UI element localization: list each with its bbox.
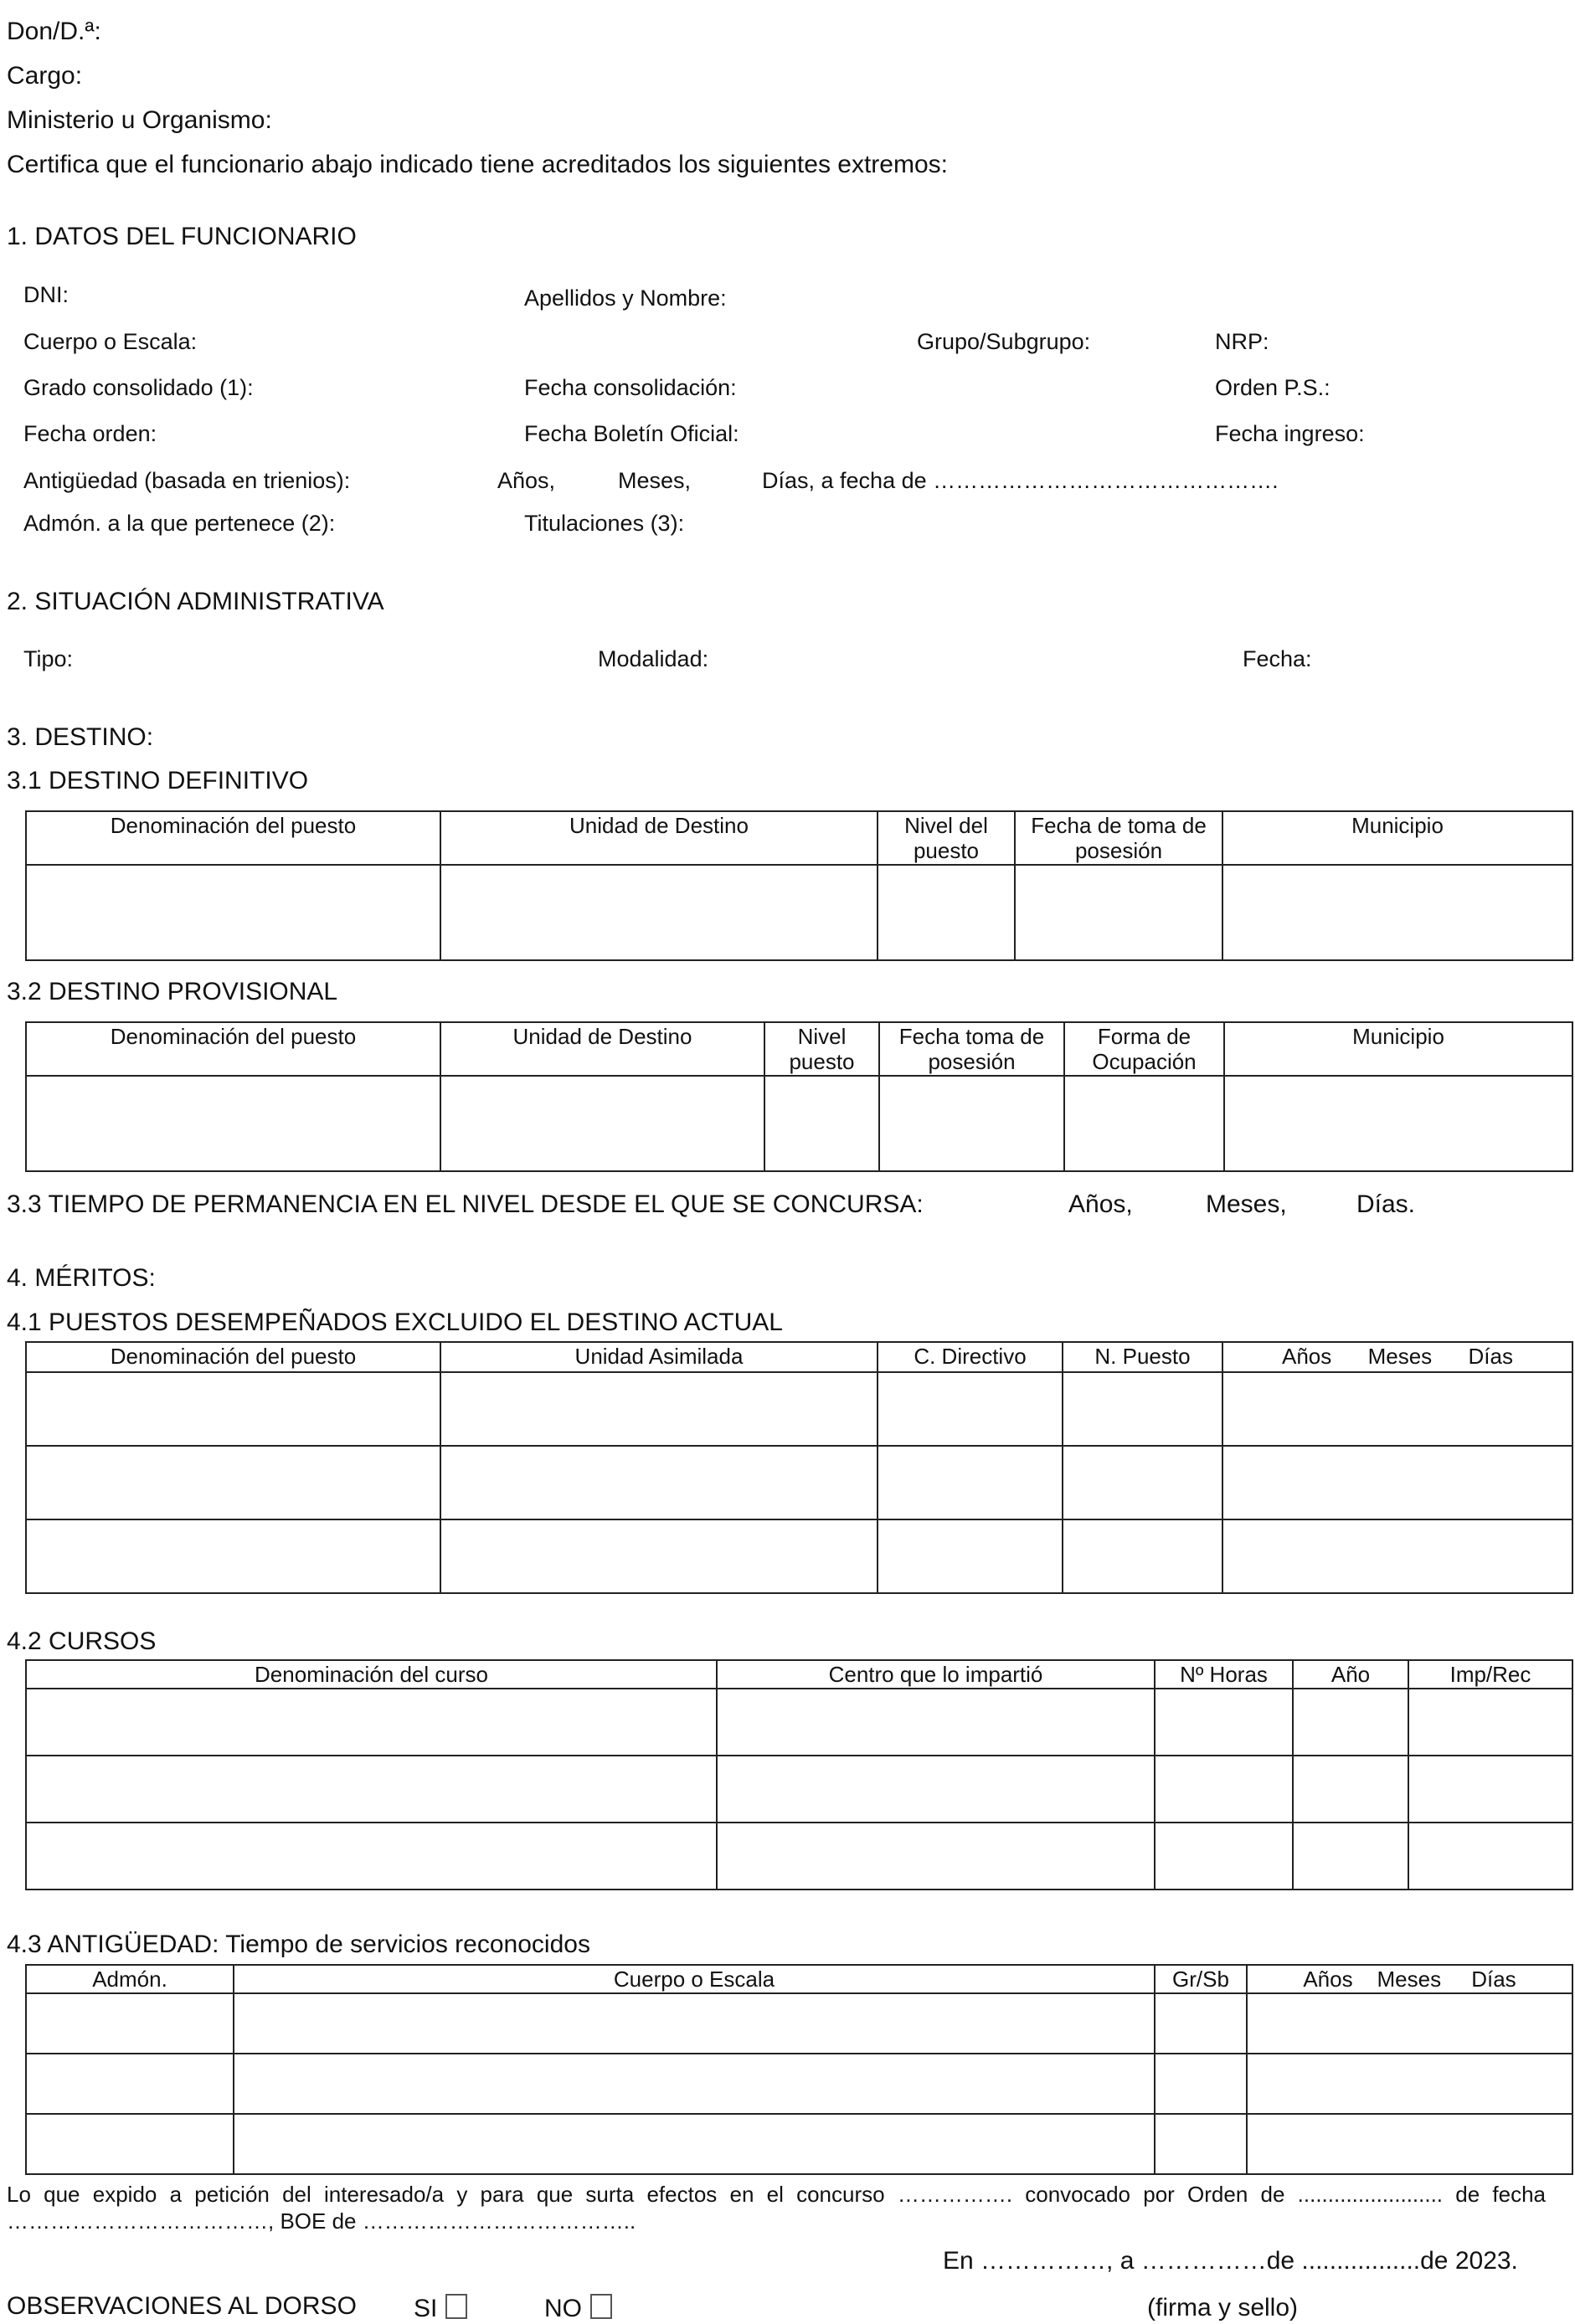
table-cell[interactable] [1155,1993,1247,2054]
table-header: Centro que lo impartió [717,1660,1155,1689]
table-cell[interactable] [1064,1076,1224,1171]
section-4-1-title: 4.1 PUESTOS DESEMPEÑADOS EXCLUIDO EL DESTINO ACTUAL [7,1309,783,1336]
table-header: C. Directivo [878,1342,1063,1372]
table-cell[interactable] [1155,1823,1293,1890]
section-3-2-title: 3.2 DESTINO PROVISIONAL [7,978,338,1005]
table-row [26,865,1572,960]
puestos-desempenados-table [25,1341,1573,1594]
table-cell[interactable] [440,1372,878,1446]
table-cell[interactable] [1222,1519,1572,1593]
section-3-3-title: 3.3 TIEMPO DE PERMANENCIA EN EL NIVEL DESDE EL QUE SE CONCURSA: [7,1190,924,1218]
table-cell[interactable] [26,2114,234,2174]
table-header: Municipio [1224,1022,1572,1076]
section-2-title: 2. SITUACIÓN ADMINISTRATIVA [7,588,384,615]
table-cell[interactable] [1063,1446,1222,1519]
section-4-2-title: 4.2 CURSOS [7,1627,157,1655]
table-cell[interactable] [1224,1076,1572,1171]
antiguedad-table [25,1964,1573,2175]
certifica-text: Certifica que el funcionario abajo indicado tiene acreditados los siguientes extremos: [7,151,948,178]
table-header: Unidad de Destino [440,811,878,865]
table-row [26,1446,1572,1519]
table-cell[interactable] [717,1689,1155,1756]
table-cell[interactable] [717,1756,1155,1823]
permanencia-meses: Meses, [1206,1190,1287,1218]
table-header: Nivel del puesto [878,811,1015,865]
tipo-label: Tipo: [23,646,74,671]
permanencia-anos: Años, [1068,1190,1133,1218]
don-label: Don/D.ª: [7,18,101,45]
section-1-title: 1. DATOS DEL FUNCIONARIO [7,223,357,250]
table-header: N. Puesto [1063,1342,1222,1372]
table-header: Forma de Ocupación [1064,1022,1224,1076]
dni-label: DNI: [23,282,69,307]
table-row [26,1519,1572,1593]
table-header: Nivel puesto [764,1022,879,1076]
table-row [26,1993,1572,2054]
table-cell[interactable] [878,1446,1063,1519]
table-cell[interactable] [26,1519,440,1593]
table-cell[interactable] [1293,1756,1408,1823]
fecha-ingreso-label: Fecha ingreso: [1215,421,1365,446]
fecha-consolidacion-label: Fecha consolidación: [524,375,737,400]
table-cell[interactable] [26,1689,717,1756]
table-cell[interactable] [1222,1446,1572,1519]
modalidad-label: Modalidad: [598,646,709,671]
table-cell[interactable] [1063,1519,1222,1593]
table-cell[interactable] [878,865,1015,960]
section-4-title: 4. MÉRITOS: [7,1264,156,1292]
table-cell[interactable] [26,1756,717,1823]
ministerio-label: Ministerio u Organismo: [7,106,272,134]
table-cell[interactable] [26,1446,440,1519]
observaciones-no [544,2294,612,2321]
table-cell[interactable] [26,2054,234,2114]
destino-definitivo-table [25,810,1573,961]
table-cell[interactable] [1222,865,1572,960]
grupo-label: Grupo/Subgrupo: [917,329,1091,354]
table-cell[interactable] [440,1446,878,1519]
table-header: Denominación del puesto [26,1022,440,1076]
table-cell[interactable] [1015,865,1222,960]
observaciones-si [414,2294,467,2321]
table-header: Años Meses Días [1247,1965,1572,1993]
table-cell[interactable] [26,1823,717,1890]
table-cell[interactable] [26,1076,440,1171]
table-header: Admón. [26,1965,234,1993]
table-cell[interactable] [1408,1823,1572,1890]
table-header: Cuerpo o Escala [234,1965,1155,1993]
table-cell[interactable] [764,1076,879,1171]
table-header: Unidad de Destino [440,1022,764,1076]
table-cell[interactable] [1222,1372,1572,1446]
table-row [26,1372,1572,1446]
orden-ps-label: Orden P.S.: [1215,375,1331,400]
observaciones-label: OBSERVACIONES AL DORSO [7,2292,357,2320]
table-cell[interactable] [1155,1756,1293,1823]
antiguedad-meses: Meses, [618,468,692,493]
table-cell[interactable] [234,1993,1155,2054]
table-cell[interactable] [717,1823,1155,1890]
table-cell[interactable] [1247,1993,1572,2054]
admon-label: Admón. a la que pertenece (2): [23,511,336,536]
table-cell[interactable] [234,2114,1155,2174]
table-cell[interactable] [234,2054,1155,2114]
expido-text-line2: ………………………………, BOE de ……………………………….. [7,2208,636,2234]
fecha-boletin-label: Fecha Boletín Oficial: [524,421,739,446]
table-header: Años Meses Días [1222,1342,1572,1372]
cuerpo-label: Cuerpo o Escala: [23,329,198,354]
section-4-3-title: 4.3 ANTIGÜEDAD: Tiempo de servicios reconocidos [7,1931,590,1958]
table-row [26,2054,1572,2114]
expido-text-line1: Lo que expido a petición del interesado/a y para que surta efectos en el concurso ……………. convocado por Orden de ........................ de fecha [7,2182,1546,2207]
lugar-fecha: En ……………, a ……………de .................de 2023. [943,2247,1518,2275]
table-row [26,1689,1572,1756]
table-header: Denominación del curso [26,1660,717,1689]
antiguedad-label: Antigüedad (basada en trienios): [23,468,351,493]
table-row [26,2114,1572,2174]
table-cell[interactable] [1155,1689,1293,1756]
nrp-label: NRP: [1215,329,1269,354]
table-cell[interactable] [878,1519,1063,1593]
grado-label: Grado consolidado (1): [23,375,254,400]
table-cell[interactable] [1408,1689,1572,1756]
antiguedad-dias-fecha: Días, a fecha de ………………………………………. [762,468,1279,493]
table-cell[interactable] [1155,2114,1247,2174]
firma-sello-label: (firma y sello) [1147,2294,1299,2321]
table-header: Denominación del puesto [26,811,440,865]
cargo-label: Cargo: [7,62,83,90]
table-header: Año [1293,1660,1408,1689]
apellidos-label: Apellidos y Nombre: [524,285,727,311]
table-header: Denominación del puesto [26,1342,440,1372]
table-cell[interactable] [26,1993,234,2054]
table-cell[interactable] [440,1519,878,1593]
table-cell[interactable] [26,1372,440,1446]
si-checkbox[interactable] [445,2294,467,2319]
permanencia-dias: Días. [1356,1190,1416,1218]
table-row [26,1823,1572,1890]
table-cell[interactable] [1293,1823,1408,1890]
table-cell[interactable] [1063,1372,1222,1446]
table-row [26,1756,1572,1823]
table-header: Imp/Rec [1408,1660,1572,1689]
table-cell[interactable] [1155,2054,1247,2114]
titulaciones-label: Titulaciones (3): [524,511,685,536]
table-header: Unidad Asimilada [440,1342,878,1372]
si-label: SI [414,2295,438,2322]
table-cell[interactable] [1247,2114,1572,2174]
table-header: Nº Horas [1155,1660,1293,1689]
table-header: Gr/Sb [1155,1965,1247,1993]
table-cell[interactable] [879,1076,1064,1171]
table-header: Municipio [1222,811,1572,865]
situacion-fecha-label: Fecha: [1243,646,1312,671]
no-checkbox[interactable] [590,2294,612,2319]
table-cell[interactable] [1293,1689,1408,1756]
table-cell[interactable] [440,1076,764,1171]
no-label: NO [544,2295,582,2322]
table-header: Fecha toma de posesión [879,1022,1064,1076]
table-cell[interactable] [440,865,878,960]
table-cell[interactable] [1408,1756,1572,1823]
antiguedad-anos: Años, [497,468,556,493]
table-cell[interactable] [878,1372,1063,1446]
table-row [26,1076,1572,1171]
table-cell[interactable] [26,865,440,960]
section-3-1-title: 3.1 DESTINO DEFINITIVO [7,767,309,794]
table-header: Fecha de toma de posesión [1015,811,1222,865]
cursos-table [25,1659,1573,1890]
table-cell[interactable] [1247,2054,1572,2114]
fecha-orden-label: Fecha orden: [23,421,157,446]
destino-provisional-table [25,1021,1573,1172]
section-3-title: 3. DESTINO: [7,723,154,751]
